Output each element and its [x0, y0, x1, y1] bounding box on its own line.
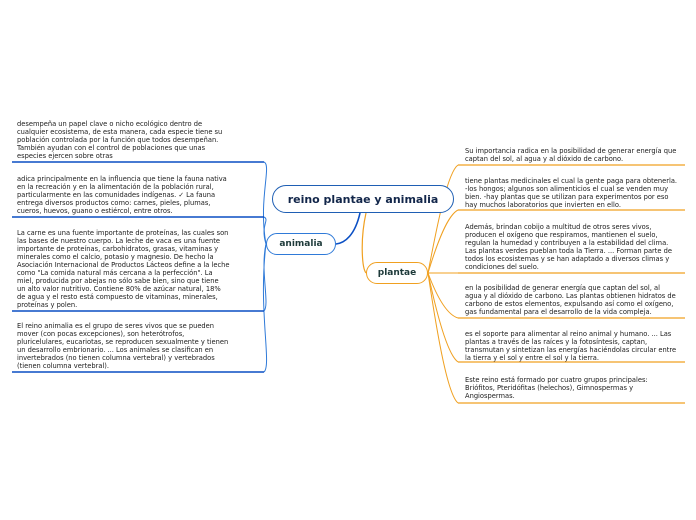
animalia-topic-3[interactable]: La carne es una fuente importante de proteínas, las cuales son las bases de nuestro cuerpo. La leche de vaca es una fuente importante de proteínas, carbohidratos, grasas, vitaminas y minerales como el calcio, potasio y magnesio. De hecho la Asociación Internacional de Productos Lácteos define a la leche como "La comida natural más cercana a la perfección". La miel, producida por abejas no sólo sabe bien, sino que tiene un alto valor nutritivo. Contiene 80% de azúcar natural, 18% de agua y el resto está compuesto de vitaminas, minerales, proteínas y polen. — [17, 229, 230, 309]
branch-animalia[interactable] — [266, 233, 336, 255]
connector-plantae-2 — [428, 210, 458, 273]
connector-plantae-4 — [428, 273, 458, 318]
central-topic[interactable] — [272, 185, 454, 213]
connector-central-plantae — [362, 213, 366, 273]
plantae-topic-5[interactable]: es el soporte para alimentar al reino animal y humano. ... Las plantas a través de las raíces y la fotosíntesis, captan, transmutan y sintetizan las energías haciéndolas circular entre la tierra y el sol y entre el sol y la tierra. — [465, 330, 677, 362]
central-topic-title: reino plantae y animalia — [287, 192, 439, 206]
connector-plantae-1 — [428, 165, 458, 273]
plantae-topic-6[interactable]: Este reino está formado por cuatro grupos principales: Briófitos, Pteridófitas (helechos), Gimnospermas y Angiospermas. — [465, 376, 648, 400]
plantae-topic-2[interactable]: tiene plantas medicinales el cual la gente paga para obtenerla. -los hongos; algunos son alimenticios el cual se venden muy bien. -hay plantas que se utilizan para experimentos por eso hay muchos laboratorios que invierten en ello. — [465, 177, 678, 209]
branch-plantae-label: plantae — [377, 268, 417, 278]
plantae-topic-3[interactable]: Además, brindan cobijo a multitud de otros seres vivos, producen el oxígeno que respiramos, mantienen el suelo, regulan la humedad y contribuyen a la estabilidad del clima. Las plantas verdes pueblan toda la Tierra. ... Forman parte de todos los ecosistemas y se han adaptado a diversos climas y condiciones del suelo. — [465, 223, 673, 271]
connector-plantae-5 — [428, 273, 458, 362]
animalia-topic-2[interactable]: adica principalmente en la influencia que tiene la fauna nativa en la recreación y en la alimentación de la población rural, particularmente en las comunidades indígenas. ✓ La fauna entrega diversos productos como: carnes, pieles, plumas, cueros, huevos, guano o estiércol, entre otros. — [17, 175, 227, 215]
animalia-topic-1[interactable]: desempeña un papel clave o nicho ecológico dentro de cualquier ecosistema, de esta manera, cada especie tiene su población controlada por la función que todos desempeñan. También ayudan con el control de poblaciones que unas especies ejercen sobre otras — [17, 120, 223, 160]
connector-central-animalia — [336, 213, 360, 244]
plantae-topic-4[interactable]: en la posibilidad de generar energía que captan del sol, al agua y al dióxido de carbono. Las plantas obtienen hidratos de carbono de estos elementos, expulsando así como el oxígeno, gas fundamental para el desarrollo de la vida compleja. — [465, 284, 676, 316]
plantae-topic-1[interactable]: Su importancia radica en la posibilidad de generar energía que captan del sol, al agua y al dióxido de carbono. — [465, 147, 677, 163]
animalia-topic-4[interactable]: El reino animalia es el grupo de seres vivos que se pueden mover (con pocas excepciones), son heterótrofos, pluricelulares, eucariotas, se reproducen sexualmente y tienen un desarrollo embrionario. ... Los animales se clasifican en invertebrados (no tienen columna vertebral) y vertebrados (tienen columna vertebral). — [17, 322, 229, 370]
branch-plantae[interactable] — [366, 262, 428, 284]
branch-animalia-label: animalia — [279, 239, 323, 249]
